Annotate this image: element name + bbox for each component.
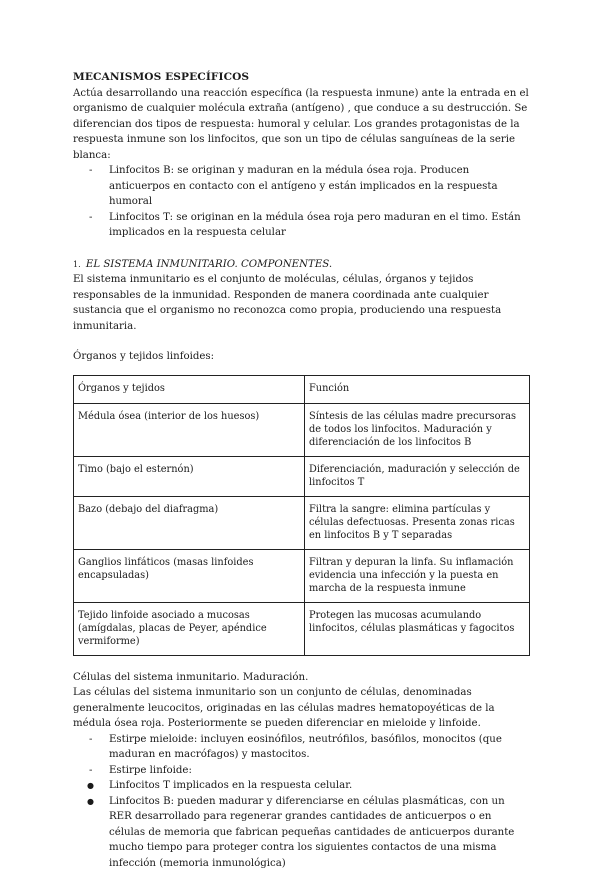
section-heading	[73, 257, 530, 273]
table-header-row	[74, 375, 530, 403]
list-item: - Linfocitos B: se originan y maduran en la médula ósea roja. Producen anticuerpos en contacto con el antígeno y están implicados en la respuesta humoral	[73, 163, 530, 210]
cells-paragraph: Las células del sistema inmunitario son un conjunto de células, denominadas generalmente leucocitos, originadas en las células madres hematopoyéticas de la médula ósea roja. Posteriormente se pueden diferenciar en mieloide y linfoide.	[73, 685, 530, 732]
table-row	[74, 496, 530, 549]
cells-heading: Células del sistema inmunitario. Maduración.	[73, 670, 530, 686]
document-page	[73, 70, 530, 871]
function-cell: Protegen las mucosas acumulando linfocitos, células plasmáticas y fagocitos	[305, 602, 530, 655]
table-row	[74, 403, 530, 456]
organ-cell: Ganglios linfáticos (masas linfoides encapsuladas)	[74, 549, 305, 602]
list-item: ● Linfocitos T implicados en la respuesta celular.	[73, 778, 530, 794]
list-item: ● Linfocitos B: pueden madurar y diferenciarse en células plasmáticas, con un RER desarrollado para regenerar grandes cantidades de anticuerpos o en células de memoria que fabrican pequeñas cantidades de anticuerpos durante mucho tiempo para proteger contra los siguientes contactos de una misma infección (memoria inmunológica)	[73, 794, 530, 871]
section-title: EL SISTEMA INMUNITARIO. COMPONENTES.	[86, 259, 332, 270]
lineage-list	[73, 732, 530, 779]
organ-cell: Bazo (debajo del diafragma)	[74, 496, 305, 549]
table-row	[74, 602, 530, 655]
section-number: 1.	[73, 260, 81, 269]
lymphoid-list	[73, 778, 530, 871]
table-row	[74, 549, 530, 602]
list-item: - Linfocitos T: se originan en la médula ósea roja pero maduran en el timo. Están implicados en la respuesta celular	[73, 210, 530, 241]
organ-cell: Timo (bajo el esternón)	[74, 456, 305, 496]
intro-paragraph: Actúa desarrollando una reacción específica (la respuesta inmune) ante la entrada en el organismo de cualquier molécula extraña (antígeno) , que conduce a su destrucción. Se diferencian dos tipos de respuesta: humoral y celular. Los grandes protagonistas de la respuesta inmune son los linfocitos, que son un tipo de células sanguíneas de la serie blanca:	[73, 86, 530, 164]
header-organs: Órganos y tejidos	[74, 375, 305, 403]
function-cell: Filtra la sangre: elimina partículas y células defectuosas. Presenta zonas ricas en linfocitos B y T separadas	[305, 496, 530, 549]
list-item: - Estirpe mieloide: incluyen eosinófilos, neutrófilos, basófilos, monocitos (que maduran en macrófagos) y mastocitos.	[73, 732, 530, 763]
function-cell: Filtran y depuran la linfa. Su inflamación evidencia una infección y la puesta en marcha de la respuesta inmune	[305, 549, 530, 602]
list-item: - Estirpe linfoide:	[73, 763, 530, 779]
header-function: Función	[305, 375, 530, 403]
function-cell: Síntesis de las células madre precursoras de todos los linfocitos. Maduración y diferenciación de los linfocitos B	[305, 403, 530, 456]
function-cell: Diferenciación, maduración y selección de linfocitos T	[305, 456, 530, 496]
organs-table	[73, 375, 530, 656]
organ-cell: Tejido linfoide asociado a mucosas (amígdalas, placas de Peyer, apéndice vermiforme)	[74, 602, 305, 655]
organs-label: Órganos y tejidos linfoides:	[73, 349, 530, 365]
section-body: El sistema inmunitario es el conjunto de moléculas, células, órganos y tejidos responsables de la inmunidad. Responden de manera coordinada ante cualquier sustancia que el organismo no reconozca como propia, produciendo una respuesta inmunitaria.	[73, 272, 530, 334]
heading-mecanismos: MECANISMOS ESPECÍFICOS	[73, 70, 530, 86]
organ-cell: Médula ósea (interior de los huesos)	[74, 403, 305, 456]
table-row	[74, 456, 530, 496]
lymphocyte-list	[73, 163, 530, 241]
